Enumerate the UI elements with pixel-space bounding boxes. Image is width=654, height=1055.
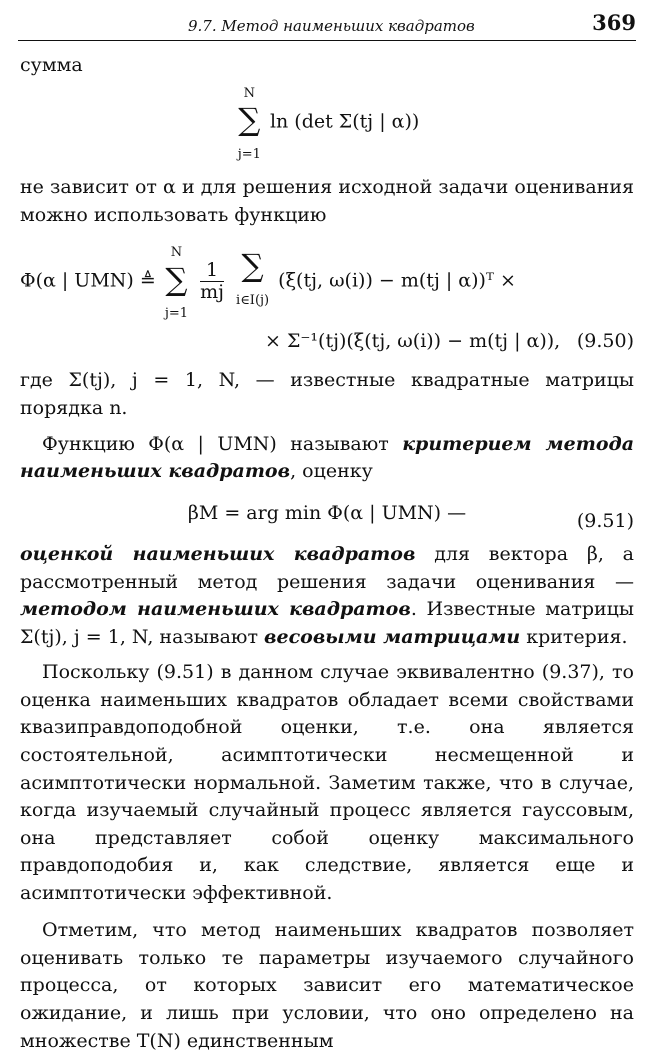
sum-symbol: N ∑ j=1 [237, 85, 261, 162]
criterion-text-start: Функцию Φ(α | UMN) называют [42, 432, 403, 455]
formula-950-line-1 [20, 237, 634, 326]
intro-word: сумма [20, 54, 83, 76]
equation-number-951: (9.51) [576, 509, 634, 532]
inner-sum: ∑ i∈I(j) [236, 248, 270, 308]
paragraph-intro: не зависит от α и для решения исходной задачи оценивания можно использовать функцию [20, 176, 634, 226]
formula-951 [20, 500, 634, 532]
formula-950-line-2 [20, 328, 634, 356]
fraction-numerator: 1 [200, 260, 224, 282]
fraction-denominator: mj [200, 281, 224, 304]
paragraph-matrices: где Σ(tj), j = 1, N, — известные квадратные матрицы порядка n. [20, 369, 634, 420]
log-det-expression: ln (det Σ(tj | α)) [269, 109, 420, 132]
paragraph-limitations: Отметим, что метод наименьших квадратов позволяет оценивать только те параметры изучаемого случайного процесса, от которых зависит его математическое ожидание, и лишь при условии, что оно определено на множестве T(N) единственным [20, 919, 634, 1052]
inner-sum-lower: i∈I(j) [236, 292, 270, 308]
formula-sum-log-det [20, 78, 634, 167]
outer-sum-upper: N [170, 245, 183, 261]
equation-number-950: (9.50) [576, 329, 634, 352]
page-header [18, 8, 636, 42]
ls-method-term: методом наименьших квадратов [20, 598, 411, 621]
page-number: 369 [592, 10, 636, 35]
formula-950-first-part: (ξ(tj, ω(i)) − m(tj | α))ᵀ × [278, 269, 516, 292]
sum-upper-limit: N [243, 85, 255, 101]
page-content [20, 52, 634, 1055]
paragraph-criterion [20, 431, 634, 486]
ls-text-end: критерия. [520, 625, 628, 648]
ls-estimate-term: оценкой наименьших квадратов [20, 543, 416, 566]
formula-950-second-part: × Σ⁻¹(tj)(ξ(tj, ω(i)) − m(tj | α)), [265, 329, 561, 352]
header-rule [18, 40, 636, 41]
criterion-term: критерием метода наименьших квадратов [20, 432, 635, 483]
ls-text-2: . Известные матрицы Σ(tj), j = 1, N, называют [20, 598, 634, 648]
formula-950 [20, 237, 634, 355]
criterion-lhs: Φ(α | UMN) ≜ [20, 269, 156, 292]
ls-text-1: для вектора β, а рассмотренный метод решения задачи оценивания — [20, 543, 634, 593]
outer-sum: N ∑ j=1 [164, 245, 189, 322]
paragraph-properties: Поскольку (9.51) в данном случае эквивалентно (9.37), то оценка наименьших квадратов обладает всеми свойствами квазиправдоподобной оценки, т.е. она является состоятельной, асимптотически несмещенной и асимптотически нормальной. Заметим также, что в случае, когда изучаемый случайный процесс является гауссовым, она представляет собой оценку максимального правдоподобия и, как следствие, является еще и асимптотически эффективной. [20, 661, 634, 904]
section-title: 9.7. Метод наименьших квадратов [188, 17, 475, 35]
argmin-expression: βM = arg min Φ(α | UMN) — [187, 501, 467, 524]
weight-matrices-term: весовыми матрицами [264, 625, 521, 648]
criterion-text-end: , оценку [290, 460, 373, 483]
paragraph-least-squares [20, 541, 634, 651]
sum-lower-limit: j=1 [237, 146, 261, 162]
weight-fraction [200, 260, 224, 303]
outer-sum-lower: j=1 [164, 306, 189, 322]
